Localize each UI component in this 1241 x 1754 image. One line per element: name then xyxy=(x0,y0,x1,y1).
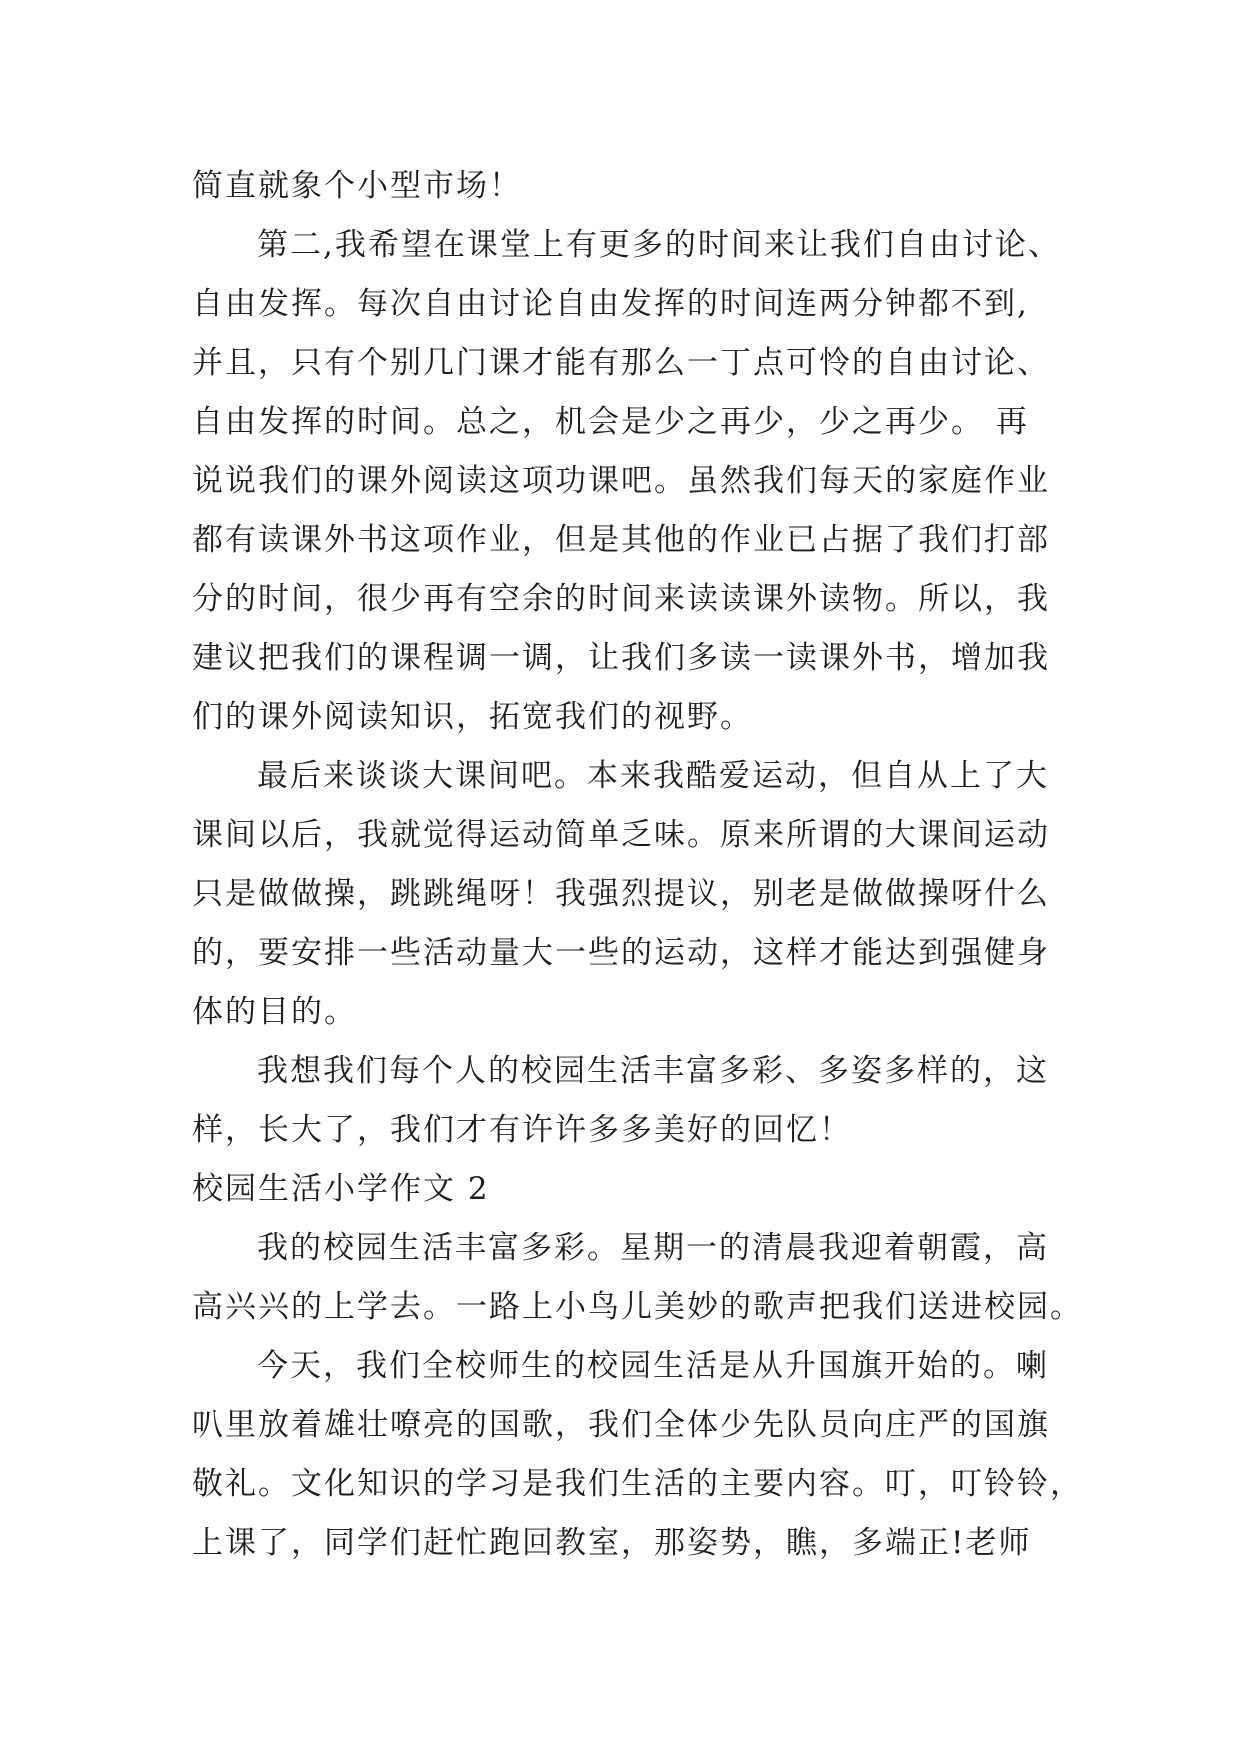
text-line: 的，要安排一些活动量大一些的运动，这样才能达到强健身 xyxy=(192,935,1050,971)
text-line: 叭里放着雄壮嘹亮的国歌，我们全体少先队员向庄严的国旗 xyxy=(192,1407,1050,1443)
text-line: 建议把我们的课程调一调，让我们多读一读课外书，增加我 xyxy=(192,640,1050,676)
paragraph-start-line: 最后来谈谈大课间吧。本来我酷爱运动，但自从上了大 xyxy=(257,758,1049,794)
paragraph-start-line: 今天，我们全校师生的校园生活是从升国旗开始的。喇 xyxy=(257,1348,1049,1384)
text-line: 高兴兴的上学去。一路上小鸟儿美妙的歌声把我们送进校园。 xyxy=(192,1289,1083,1325)
text-line: 只是做做操，跳跳绳呀！我强烈提议，别老是做做操呀什么 xyxy=(192,876,1050,912)
text-line: 说说我们的课外阅读这项功课吧。虽然我们每天的家庭作业 xyxy=(192,463,1050,499)
paragraph-start-line: 第二,我希望在课堂上有更多的时间来让我们自由讨论、 xyxy=(257,227,1061,263)
text-line: 样，长大了，我们才有许许多多美好的回忆！ xyxy=(192,1112,852,1148)
section-heading: 校园生活小学作文 2 xyxy=(192,1171,490,1207)
text-line: 课间以后，我就觉得运动简单乏味。原来所谓的大课间运动 xyxy=(192,817,1050,853)
text-line: 们的课外阅读知识，拓宽我们的视野。 xyxy=(192,699,753,735)
text-line: 并且，只有个别几门课才能有那么一丁点可怜的自由讨论、 xyxy=(192,345,1050,381)
text-line: 都有读课外书这项作业，但是其他的作业已占据了我们打部 xyxy=(192,522,1050,558)
text-line: 敬礼。文化知识的学习是我们生活的主要内容。叮，叮铃铃， xyxy=(192,1466,1083,1502)
text-line: 分的时间，很少再有空余的时间来读读课外读物。所以，我 xyxy=(192,581,1050,617)
text-line: 体的目的。 xyxy=(192,994,357,1030)
text-line: 自由发挥的时间。总之，机会是少之再少，少之再少。 再 xyxy=(192,404,1029,440)
text-line: 上课了，同学们赶忙跑回教室，那姿势，瞧，多端正!老师 xyxy=(192,1525,1032,1561)
paragraph-start-line: 我想我们每个人的校园生活丰富多彩、多姿多样的，这 xyxy=(257,1053,1049,1089)
text-line: 简直就象个小型市场！ xyxy=(192,168,522,204)
paragraph-start-line: 我的校园生活丰富多彩。星期一的清晨我迎着朝霞，高 xyxy=(257,1230,1049,1266)
text-line: 自由发挥。每次自由讨论自由发挥的时间连两分钟都不到, xyxy=(192,286,1029,322)
